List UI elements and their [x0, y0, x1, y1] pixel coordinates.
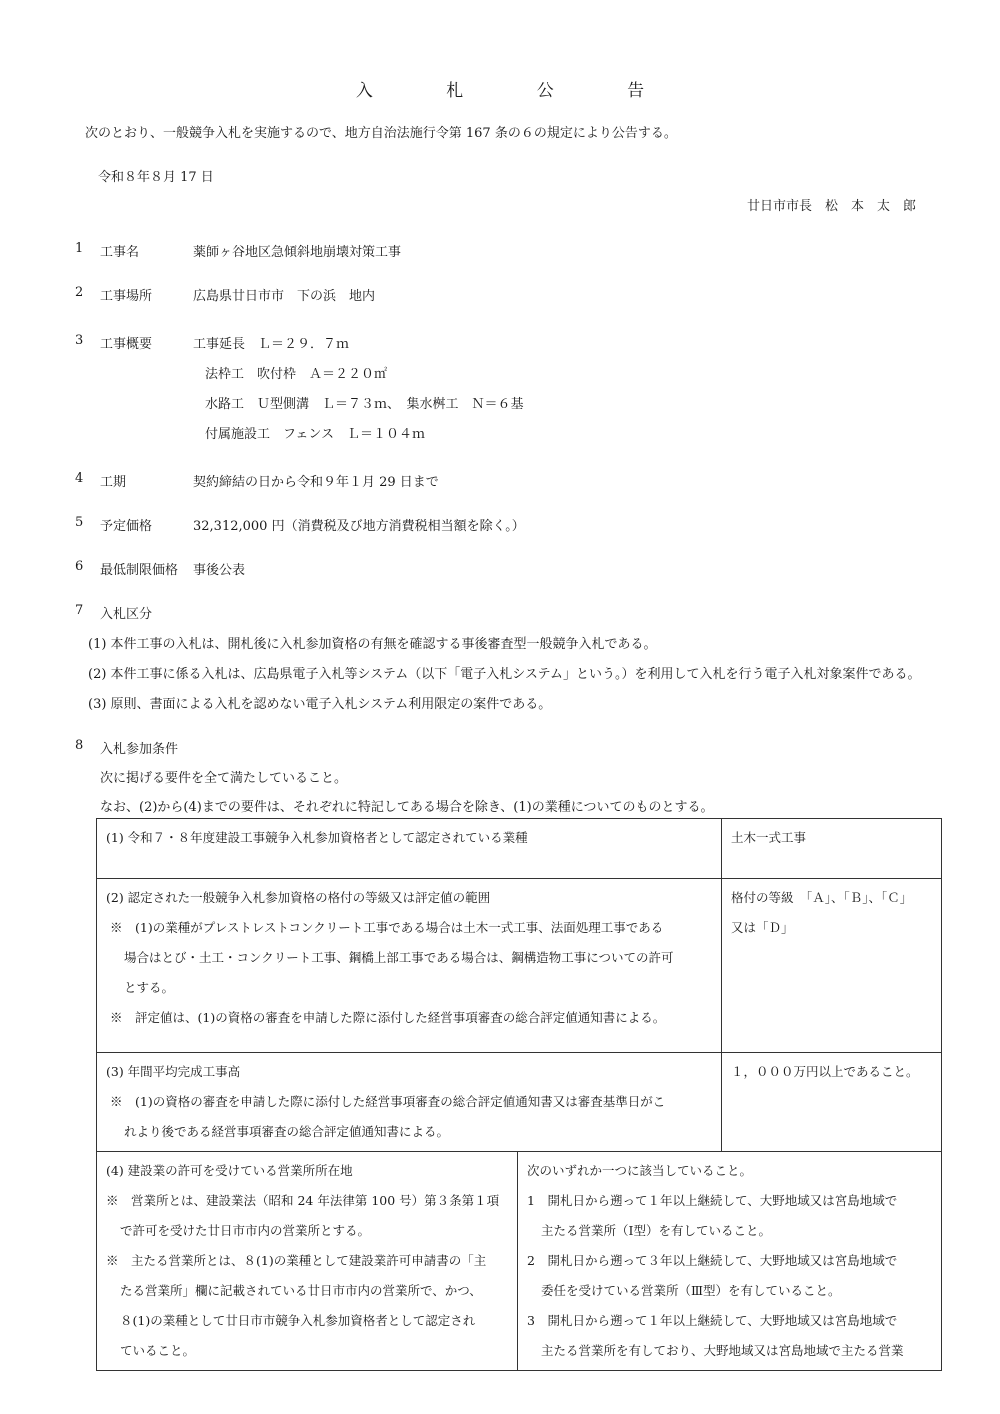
bid-class-line: (1) 本件工事の入札は、開札後に入札参加資格の有無を確認する事後審査型一般競争入札である。: [88, 637, 657, 652]
condition-2-line: ※ 評定値は、(1)の資格の審査を申請した際に添付した経営事項審査の総合評定値通知書による。: [110, 1010, 666, 1025]
item-4-number: 4: [75, 471, 84, 486]
overview-line: 工事延長 Ｌ＝２９．７ｍ: [193, 337, 350, 352]
intro-text: 次のとおり、一般競争入札を実施するので、地方自治法施行令第 167 条の６の規定により公告する。: [85, 126, 677, 141]
condition-4-value-line: 主たる営業所（Ⅰ型）を有していること。: [541, 1223, 771, 1238]
item-5-label: 予定価格: [100, 519, 153, 534]
condition-4-value-cell: [518, 1152, 942, 1371]
condition-4-value-line: 委任を受けている営業所（Ⅲ型）を有していること。: [541, 1283, 841, 1298]
item-3-label: 工事概要: [100, 337, 153, 352]
condition-4-line: ※ 主たる営業所とは、８(1)の業種として建設業許可申請書の「主: [106, 1253, 487, 1268]
condition-2-value-cell: [722, 879, 942, 1053]
condition-3-cell: [97, 1053, 722, 1152]
condition-3-value: １，０００万円以上であること。: [722, 1053, 942, 1152]
condition-2-line: 場合はとび・土工・コンクリート工事、鋼橋上部工事である場合は、鋼構造物工事についての許可: [124, 950, 674, 965]
condition-4-line: ※ 営業所とは、建設業法（昭和 24 年法律第 100 号）第３条第１項: [106, 1193, 500, 1208]
item-4-label: 工期: [100, 475, 127, 490]
overview-line: 法枠工 吹付枠 Ａ＝２２０㎡: [205, 367, 388, 382]
bid-class-line: (2) 本件工事に係る入札は、広島県電子入札等システム（以下「電子入札システム」という。）を利用して入札を行う電子入札対象案件である。: [88, 667, 921, 682]
condition-4-line: ８(1)の業種として廿日市市競争入札参加資格者として認定され: [120, 1313, 476, 1328]
item-6-label: 最低制限価格: [100, 563, 179, 578]
condition-4-cell: [97, 1152, 518, 1371]
table-row: [97, 1152, 942, 1371]
table-row: [97, 1053, 942, 1152]
signer: 廿日市市長 松 本 太 郎: [746, 199, 916, 214]
item-7-label: 入札区分: [100, 607, 153, 622]
condition-2-line: (2) 認定された一般競争入札参加資格の格付の等級又は評定値の範囲: [106, 890, 491, 905]
item-5-value: 32,312,000 円（消費税及び地方消費税相当額を除く。）: [193, 519, 525, 534]
condition-2-line: ※ (1)の業種がプレストレストコンクリート工事である場合は土木一式工事、法面処理工事である: [110, 920, 664, 935]
condition-4-line: ていること。: [120, 1343, 196, 1358]
item-3-number: 3: [75, 333, 84, 348]
item-1-label: 工事名: [100, 245, 140, 260]
condition-1-text: (1) 令和７・８年度建設工事競争入札参加資格者として認定されている業種: [97, 819, 722, 879]
condition-intro-line: 次に掲げる要件を全て満たしていること。: [100, 771, 348, 786]
overview-line: 水路工 Ｕ型側溝 Ｌ＝７３ｍ、 集水桝工 Ｎ＝６基: [205, 397, 524, 412]
condition-4-value-line: 1 開札日から遡って１年以上継続して、大野地域又は宮島地域で: [527, 1193, 898, 1208]
item-2-value: 広島県廿日市市 下の浜 地内: [193, 289, 376, 304]
table-row: [97, 819, 942, 879]
page-title: 入 札 公 告: [355, 81, 679, 101]
item-5-number: 5: [75, 515, 84, 530]
condition-4-line: で許可を受けた廿日市市内の営業所とする。: [120, 1223, 371, 1238]
condition-2-value-line: 又は「Ｄ」: [731, 920, 794, 935]
condition-2-value-line: 格付の等級 「Ａ」、「Ｂ」、「Ｃ」: [731, 890, 913, 905]
condition-4-value-line: 2 開札日から遡って３年以上継続して、大野地域又は宮島地域で: [527, 1253, 898, 1268]
condition-3-line: ※ (1)の資格の審査を申請した際に添付した経営事項審査の総合評定値通知書又は審査基準日がこ: [110, 1094, 666, 1109]
item-2-number: 2: [75, 285, 84, 300]
condition-2-line: とする。: [124, 980, 175, 995]
condition-4-line: (4) 建設業の許可を受けている営業所所在地: [106, 1163, 353, 1178]
item-6-number: 6: [75, 559, 84, 574]
item-8-number: 8: [75, 738, 84, 753]
bid-class-line: (3) 原則、書面による入札を認めない電子入札システム利用限定の案件である。: [88, 697, 552, 712]
item-2-label: 工事場所: [100, 289, 153, 304]
condition-4-line: たる営業所」欄に記載されている廿日市市内の営業所で、かつ、: [120, 1283, 482, 1298]
item-1-number: 1: [75, 241, 84, 256]
conditions-table: [96, 818, 942, 1371]
condition-3-line: (3) 年間平均完成工事高: [106, 1064, 241, 1079]
item-7-number: 7: [75, 603, 84, 618]
condition-4-value-line: 主たる営業所を有しており、大野地域又は宮島地域で主たる営業: [541, 1343, 904, 1358]
item-4-value: 契約締結の日から令和９年１月 29 日まで: [193, 475, 439, 490]
condition-2-cell: [97, 879, 722, 1053]
item-8-label: 入札参加条件: [100, 742, 179, 757]
item-6-value: 事後公表: [193, 563, 246, 578]
condition-4-value-line: 3 開札日から遡って１年以上継続して、大野地域又は宮島地域で: [527, 1313, 898, 1328]
condition-intro-line: なお、(2)から(4)までの要件は、それぞれに特記してある場合を除き、(1)の業種についてのものとする。: [100, 800, 714, 815]
table-row: [97, 879, 942, 1053]
item-1-value: 薬師ヶ谷地区急傾斜地崩壊対策工事: [193, 245, 402, 260]
condition-1-value: 土木一式工事: [722, 819, 942, 879]
notice-date: 令和８年８月 17 日: [98, 170, 214, 185]
overview-line: 付属施設工 フェンス Ｌ＝１０４ｍ: [205, 427, 425, 442]
condition-3-line: れより後である経営事項審査の総合評定値通知書による。: [124, 1124, 450, 1139]
condition-4-value-line: 次のいずれか一つに該当していること。: [527, 1163, 753, 1178]
